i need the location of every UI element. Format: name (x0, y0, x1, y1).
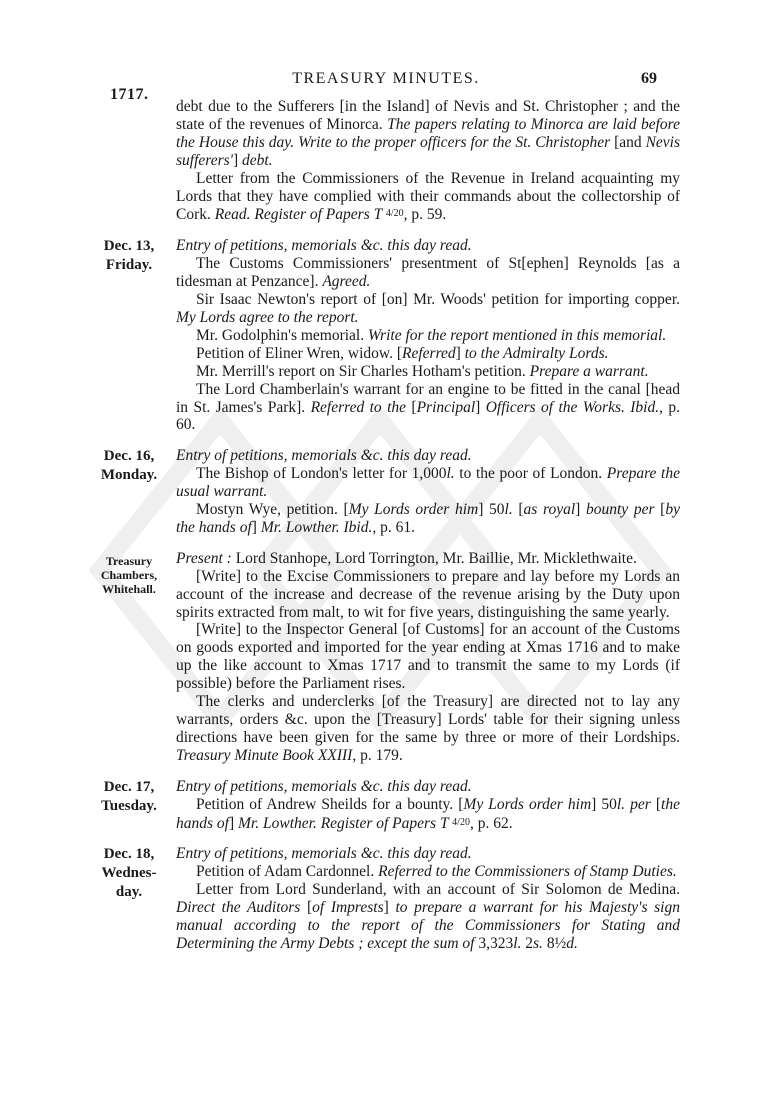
entry-paragraph (176, 98, 680, 170)
plain-text: Petition of Adam Cardonnel. (196, 863, 379, 881)
italic-text: Agreed. (322, 273, 371, 291)
italic-text: of Imprests (312, 899, 384, 917)
italic-text: Referred (402, 344, 456, 362)
italic-text: My Lords order him (348, 501, 479, 519)
italic-text: Read. Register of Papers T (214, 206, 386, 224)
italic-text: Referred to the Commissioners of Stamp Duties. (378, 863, 677, 881)
minute-entry (0, 778, 772, 833)
page-title: TREASURY MINUTES. (292, 70, 480, 87)
entry-paragraph (176, 778, 680, 796)
entry-date-label: Dec. 16, Monday. (100, 448, 158, 484)
plain-text: ] (233, 151, 243, 169)
entry-text (176, 98, 680, 224)
entry-paragraph (176, 345, 680, 363)
italic-text: to the Admiralty Lords. (464, 344, 609, 362)
plain-text: [ (654, 501, 666, 519)
plain-text: [Write] to the Inspector General [of Customs] for an account of the Customs on goods exported and imported for the year ending at Xmas 1716 and to make up the like account to Xmas 1717 and to transmit the same to my Lords (if possible) before the Parliament rises. (176, 621, 680, 693)
entry-text (176, 778, 680, 833)
italic-text: The papers relating to Minorca are laid before the House this day. Write to the proper officers for the St. Christopher (176, 115, 680, 151)
plain-text: debt due to the Sufferers [in the Island] of Nevis and St. Christopher ; and the state of the revenues of Minorca. (176, 98, 680, 133)
minutes-body (0, 98, 772, 966)
entry-paragraph (176, 327, 680, 345)
plain-text: , p. 62. (469, 814, 513, 832)
italic-text: l. (513, 934, 522, 952)
plain-text: ] 50 (478, 501, 505, 519)
plain-text: , p. 60. (176, 398, 680, 434)
minute-entry (0, 98, 772, 224)
italic-text: Prepare the usual warrant. (176, 465, 680, 501)
entry-paragraph (176, 863, 680, 881)
plain-text: ] (251, 518, 261, 536)
plain-text: Mr. Godolphin's memorial. (196, 326, 368, 344)
plain-text: to the poor of London. (454, 465, 607, 483)
plain-text: [ (300, 899, 313, 917)
entry-paragraph (176, 170, 680, 225)
entry-text (176, 237, 680, 434)
italic-text: debt. (242, 151, 273, 169)
entry-paragraph (176, 568, 680, 622)
plain-text: Letter from the Commissioners of the Revenue in Ireland acquainting my Lords that they have complied with their commands about the collectorship of Cork. (176, 169, 680, 224)
plain-text: ] (455, 344, 465, 362)
italic-text: Entry of petitions, memorials &c. this day read. (176, 845, 472, 863)
plain-text: The Customs Commissioners' presentment of St[ephen] Reynolds [as a tidesman at Penzance]. (176, 255, 680, 291)
italic-text: Prepare a warrant. (529, 362, 649, 380)
entry-paragraph (176, 693, 680, 765)
entry-paragraph (176, 621, 680, 693)
italic-text: Principal (416, 398, 476, 416)
entry-paragraph (176, 237, 680, 255)
entry-date-label: Dec. 18, Wednes-day. (101, 846, 157, 901)
entry-paragraph (176, 845, 680, 863)
italic-text: per (630, 795, 651, 813)
entry-date-label: Treasury Chambers, Whitehall. (100, 553, 158, 596)
fraction-reference: 4/20 (452, 816, 470, 828)
plain-text: Petition of Eliner Wren, widow. [ (196, 344, 403, 362)
minute-entry (0, 845, 772, 952)
italic-text: My Lords agree to the report. (176, 308, 359, 326)
plain-text: [Write] to the Excise Commissioners to prepare and lay before my Lords an account of the increase and decrease of the revenue arising by the Duty upon spirits extracted from malt, to wit for five years, distinguishing the same yearly. (176, 567, 680, 621)
plain-text: , p. 59. (403, 206, 447, 224)
italic-text: by the hands of (176, 501, 680, 536)
plain-text: Letter from Lord Sunderland, with an account of Sir Solomon de Medina. (196, 881, 680, 899)
minute-entry (0, 447, 772, 537)
plain-text: ] 50 (591, 795, 617, 813)
italic-text: Nevis sufferers' (176, 133, 680, 169)
entry-paragraph (176, 501, 680, 537)
entry-date-label: Dec. 17, Tuesday. (101, 778, 157, 814)
plain-text: Petition of Andrew Sheilds for a bounty. [ (196, 795, 464, 813)
page-number: 69 (641, 70, 657, 87)
plain-text: , p. 61. (372, 518, 415, 536)
plain-text: [ (406, 398, 417, 416)
italic-text: to prepare a warrant for his Majesty's sign manual according to the report of the Commissioners for Stating and Determining the Army Debts ; except the sum of (176, 899, 680, 952)
italic-text: Mr. Lowther. Ibid. (260, 518, 373, 536)
italic-text: Entry of petitions, memorials &c. this day read. (176, 237, 472, 255)
plain-text: ] (475, 398, 486, 416)
entry-text (176, 447, 680, 537)
italic-text: d. (566, 934, 578, 952)
italic-text: Write for the report mentioned in this memorial. (368, 326, 667, 344)
plain-text: 3,323 (474, 934, 514, 952)
plain-text: The clerks and underclerks [of the Treasury] are directed not to lay any warrants, orders &c. upon the [Treasury] Lords' table for their signing unless directions have been given for the same by three or more of their Lordships. (176, 693, 680, 746)
plain-text: 2 (521, 934, 534, 952)
entry-text (176, 845, 680, 952)
italic-text: Referred to the (310, 398, 407, 416)
italic-text: the hands of (176, 795, 680, 832)
entry-date-label: Dec. 13, Friday. (103, 238, 155, 274)
plain-text: ] (575, 501, 586, 519)
plain-text: , p. 179. (352, 746, 403, 764)
italic-text: Treasury Minute Book XXIII (176, 746, 353, 764)
italic-text: Mr. Lowther. Register of Papers T (238, 814, 453, 832)
plain-text: The Bishop of London's letter for 1,000 (196, 465, 447, 483)
fraction-reference: 4/20 (385, 208, 404, 220)
italic-text: Officers of the Works. Ibid. (485, 398, 660, 416)
plain-text: ] (228, 814, 239, 832)
italic-text: s. (533, 934, 543, 952)
italic-text: bounty per (585, 501, 655, 519)
entry-text (176, 550, 680, 765)
italic-text: l. (504, 501, 513, 519)
italic-text: Entry of petitions, memorials &c. this day read. (176, 777, 472, 795)
header-year: 1717. (110, 86, 149, 103)
entry-paragraph (176, 881, 680, 953)
entry-paragraph (176, 291, 680, 327)
italic-text: as royal (523, 501, 576, 519)
italic-text: Present : (176, 549, 232, 567)
italic-text: Direct the Auditors (176, 899, 301, 917)
minute-entry (0, 550, 772, 765)
plain-text: [and (614, 133, 646, 151)
entry-paragraph (176, 796, 680, 833)
italic-text: My Lords order him (463, 795, 592, 813)
entry-paragraph (176, 381, 680, 435)
italic-text: l. (446, 465, 455, 483)
plain-text: Mr. Merrill's report on Sir Charles Hotham's petition. (196, 362, 530, 380)
italic-text: l. (616, 795, 626, 813)
plain-text: [ (650, 795, 662, 813)
plain-text: The Lord Chamberlain's warrant for an engine to be fitted in the canal [head in St. James's Park]. (176, 380, 680, 416)
plain-text: Sir Isaac Newton's report of [on] Mr. Woods' petition for importing copper. (196, 291, 680, 309)
plain-text: 8½ (542, 934, 567, 952)
entry-paragraph (176, 363, 680, 381)
plain-text: Mostyn Wye, petition. [ (196, 501, 349, 519)
minute-entry (0, 237, 772, 434)
entry-paragraph (176, 465, 680, 501)
italic-text: Entry of petitions, memorials &c. this day read. (176, 447, 472, 465)
plain-text: Lord Stanhope, Lord Torrington, Mr. Baillie, Mr. Micklethwaite. (231, 549, 637, 567)
entry-paragraph (176, 255, 680, 291)
plain-text: [ (512, 501, 524, 519)
plain-text: ] (383, 899, 396, 917)
entry-paragraph (176, 550, 680, 568)
entry-paragraph (176, 447, 680, 465)
